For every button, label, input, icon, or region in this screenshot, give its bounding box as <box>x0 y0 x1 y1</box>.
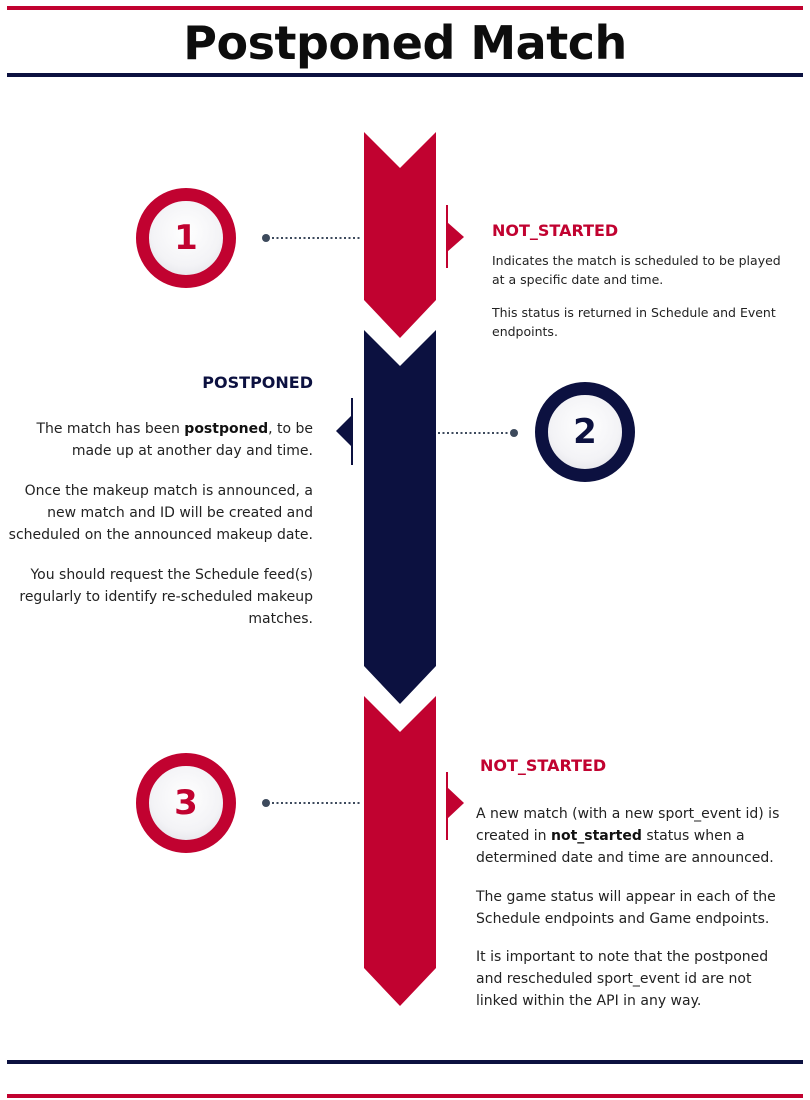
step-2-paragraph-2: Once the makeup match is announced, a new match and ID will be created and scheduled on the announced makeup date. <box>8 483 313 543</box>
connector-1 <box>262 234 362 242</box>
step-3-paragraph-1-bold: not_started <box>551 828 642 844</box>
step-2-paragraph-3: You should request the Schedule feed(s) regularly to identify re-scheduled makeup matches. <box>19 567 313 627</box>
step-1-status: NOT_STARTED <box>492 221 619 240</box>
step-2-paragraph-1-end: , to be made up at another day and time. <box>71 421 313 459</box>
step-2-badge <box>535 382 635 482</box>
step-2-paragraph-1 <box>8 418 313 462</box>
step-1-number: 1 <box>174 218 198 258</box>
step-2-number: 2 <box>573 412 597 452</box>
pointer-marker-1 <box>447 205 464 268</box>
step-1-paragraph-2: This status is returned in Schedule and Event endpoints. <box>492 305 776 339</box>
timeline-segment-3 <box>364 696 436 1006</box>
timeline-segment-2 <box>364 330 436 704</box>
timeline-segment-1 <box>364 132 436 338</box>
step-3-paragraph-3: It is important to note that the postponed and rescheduled sport_event id are not linked within the API in any way. <box>476 949 769 1009</box>
step-3-paragraph-2: The game status will appear in each of the Schedule endpoints and Game endpoints. <box>476 889 776 927</box>
step-3-number: 3 <box>174 783 198 823</box>
step-3-paragraph-1-end: status when a determined date and time are announced. <box>476 828 774 866</box>
pointer-marker-3 <box>447 772 464 840</box>
step-2-paragraph-1-bold: postponed <box>184 421 269 437</box>
step-2-status: POSTPONED <box>202 373 313 392</box>
step-1-badge <box>136 188 236 288</box>
step-3-paragraph-1 <box>476 803 796 869</box>
step-3-paragraph-1-start: A new match (with a new sport_event id) is created in <box>476 806 780 844</box>
step-1-paragraph-1: Indicates the match is scheduled to be played at a specific date and time. <box>492 253 781 287</box>
step-3-badge <box>136 753 236 853</box>
step-3-status: NOT_STARTED <box>480 756 607 775</box>
page-title: Postponed Match <box>183 16 627 70</box>
step-2-paragraph-1-start: The match has been <box>36 421 185 437</box>
connector-2 <box>438 429 518 437</box>
pointer-marker-2 <box>336 398 352 465</box>
connector-3 <box>262 799 362 807</box>
